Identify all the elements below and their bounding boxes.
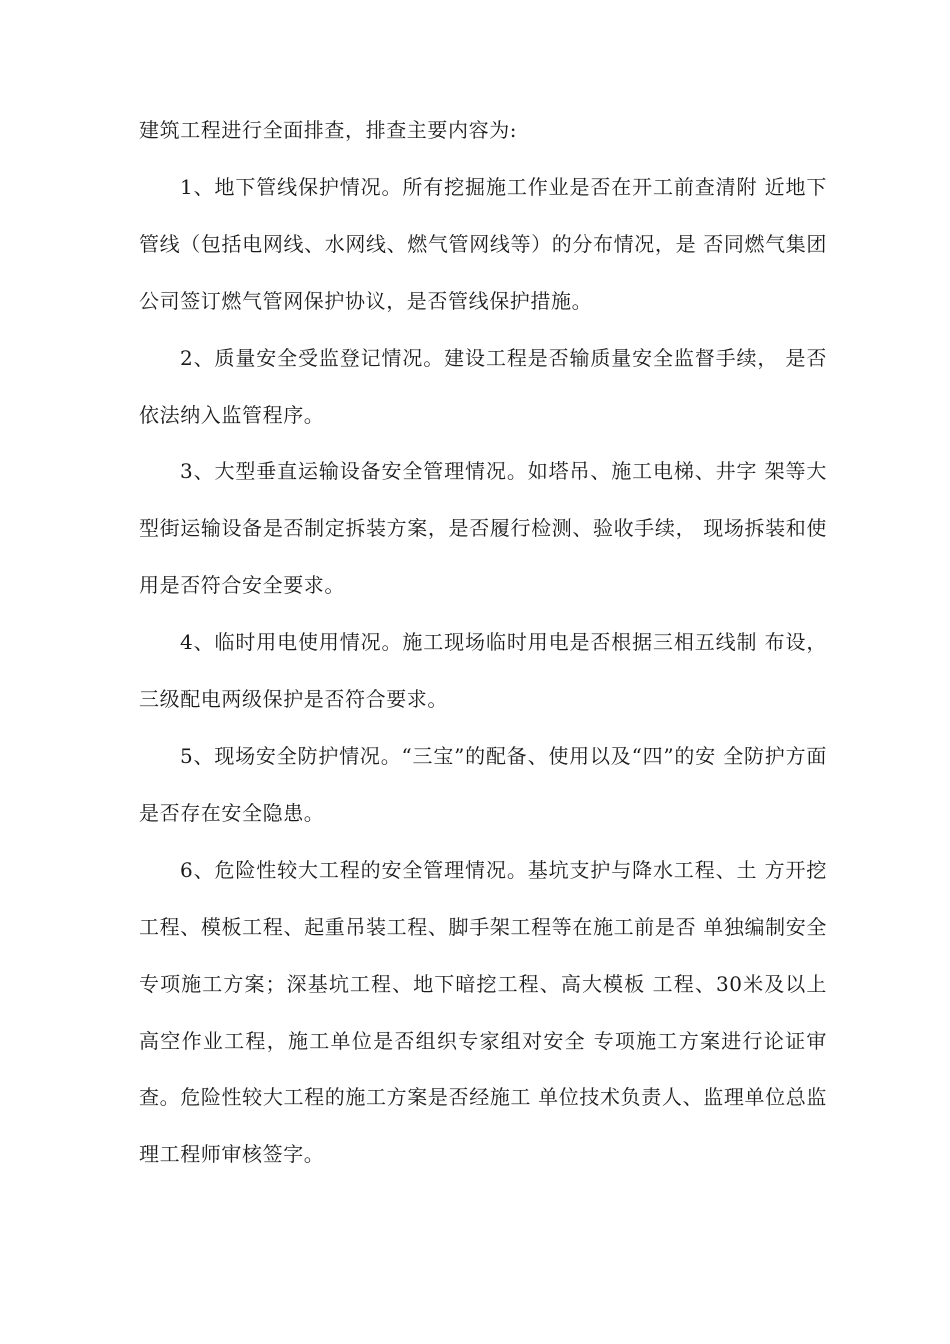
intro-paragraph: 建筑工程进行全面排查，排查主要内容为: bbox=[139, 118, 518, 142]
item-5-site-safety-protection: 5、现场安全防护情况。“三宝”的配备、使用以及“四”的安 全防护方面是否存在安全隐患。 bbox=[139, 743, 827, 825]
item-1-underground-pipeline: 1、地下管线保护情况。所有挖掘施工作业是否在开工前查清附 近地下管线（包括电网线、水网线、燃气管网线等）的分布情况，是 否同燃气集团公司签订燃气管网保护协议，是否管线保护措施。 bbox=[139, 174, 827, 313]
item-6-hazardous-engineering: 6、危险性较大工程的安全管理情况。基坑支护与降水工程、土 方开挖工程、模板工程、起重吊装工程、脚手架工程等在施工前是否 单独编制安全专项施工方案；深基坑工程、地下暗挖工程、高大模板 工程、30米及以上高空作业工程，施工单位是否组织专家组对安全 专项施工方案进行论证审查。危险性较大工程的施工方案是否经施工 单位技术负责人、监理单位总监理工程师审核签字。 bbox=[139, 857, 827, 1167]
document-body bbox=[139, 102, 827, 1183]
item-2-quality-safety-registration: 2、质量安全受监登记情况。建设工程是否输质量安全监督手续， 是否依法纳入监管程序。 bbox=[139, 345, 827, 427]
item-4-temporary-electricity: 4、临时用电使用情况。施工现场临时用电是否根据三相五线制 布设，三级配电两级保护是否符合要求。 bbox=[139, 630, 827, 712]
item-3-vertical-transport-equipment: 3、大型垂直运输设备安全管理情况。如塔吊、施工电梯、井字 架等大型街运输设备是否制定拆装方案，是否履行检测、验收手续， 现场拆装和使用是否符合安全要求。 bbox=[139, 459, 827, 598]
